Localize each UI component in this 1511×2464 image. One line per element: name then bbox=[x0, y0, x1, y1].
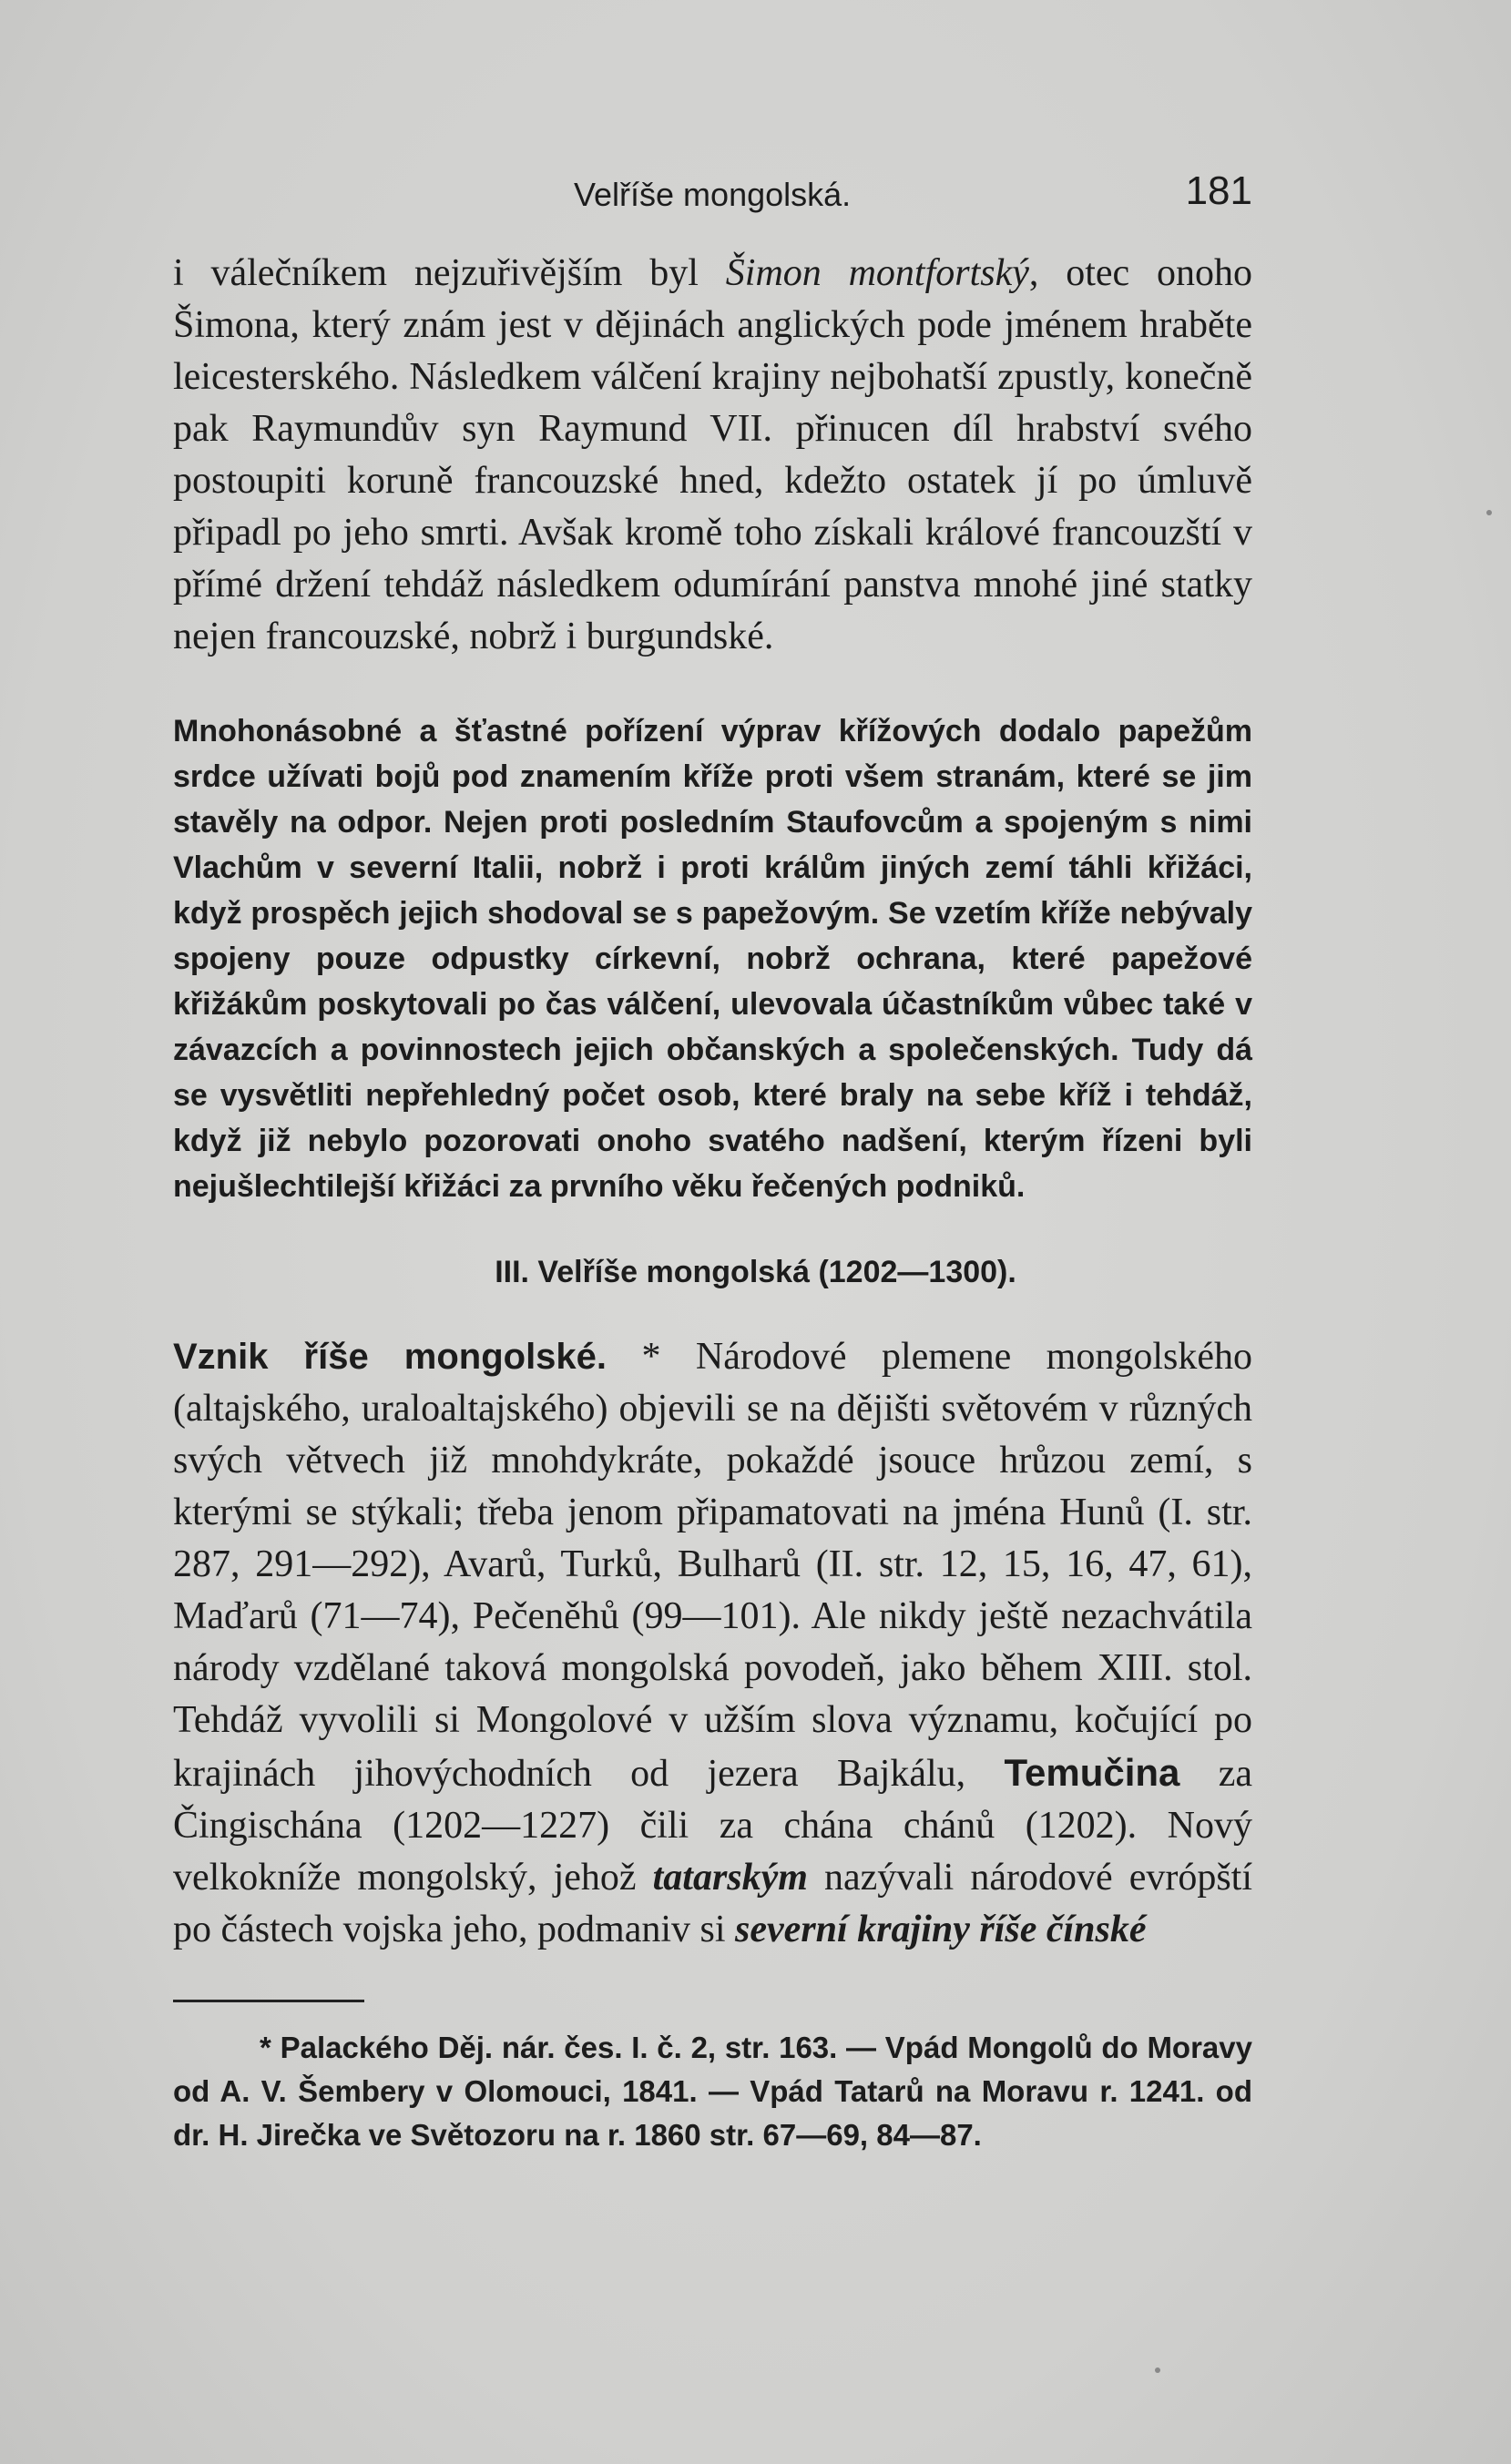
section-text-b: za Čingischána (1202—1227) čili za chána chánů (1202). Nový velkokníže mongolský, jehož bbox=[173, 1753, 1252, 1899]
footnote bbox=[173, 2026, 1252, 2157]
paragraph-1-text-a: i válečníkem nejzuřivějším byl bbox=[173, 252, 726, 294]
section-text-c: nazývali národové evrópští po částech vojska jeho, podmaniv si bbox=[173, 1857, 1252, 1950]
section-heading: III. Velříše mongolská (1202—1300). bbox=[495, 1255, 1016, 1289]
paragraph-2: Mnohonásobné a šťastné pořízení výprav křížových dodalo papežům srdce užívati bojů pod znamením kříže proti všem stranám, které se jim stavěly na odpor. Nejen proti posledním Staufovcům a spojeným s nimi Vlachům v severní Italii, nobrž i proti králům jiných zemí táhli křižáci, když prospěch jejich shodoval se s papežovým. Se vzetím kříže nebývaly spojeny pouze odpustky církevní, nobrž ochrana, které papežové křižákům poskytovali po čas válčení, ulevovala účastníkům vůbec také v závazcích a povinnostech jejich občanských a společenských. Tudy dá se vysvětliti nepřehledný počet osob, které braly na sebe kříž i tehdáž, když již nebylo pozorovati onoho svatého nadšení, kterým řízeni byli nejušlechtilejší křižáci za prvního věku řečených podniků. bbox=[173, 714, 1252, 1204]
term-tatarskym: tatarským bbox=[652, 1857, 808, 1899]
footnote-text: * Palackého Děj. nár. čes. I. č. 2, str. 163. — Vpád Mongolů do Moravy od A. V. Šembery v Olomouci, 1841. — Vpád Tatarů na Moravu r. 1241. od dr. H. Jirečka ve Světozoru na r. 1860 str. 67—69, 84—87. bbox=[173, 2031, 1252, 2152]
paper-speck bbox=[1486, 510, 1492, 515]
person-name-simon: Šimon montfortský bbox=[725, 252, 1029, 294]
section-paragraph bbox=[173, 1331, 1252, 1956]
paper-speck bbox=[1155, 2367, 1160, 2373]
page-header bbox=[173, 168, 1252, 223]
name-temucin: Temučina bbox=[1004, 1751, 1180, 1794]
run-in-heading: Vznik říše mongolské. bbox=[173, 1337, 607, 1377]
paragraph-1 bbox=[173, 248, 1252, 663]
section-text-a: Národové plemene mongolského (altajského, uraloaltajského) objevili se na dějišti světovém v různých svých větvech již mnohdykráte, pokaždé jsouce hrůzou zemí, s kterými se stýkali; třeba jenom připamatovati na jména Hunů (I. str. 287, 291—292), Avarů, Turků, Bulharů (II. str. 12, 15, 16, 47, 61), Maďarů (71—74), Pečeněhů (99—101). Ale nikdy ještě nezachvátila národy vzdělané taková mongolská povodeň, jako během XIII. stol. Tehdáž vyvolili si Mongolové v užším slova významu, kočující po krajinách jihovýchodních od jezera Bajkálu, bbox=[173, 1336, 1252, 1795]
paragraph-1-text-b: , otec onoho Šimona, který znám jest v dějinách anglických pode jménem hraběte leicesterského. Následkem válčení krajiny nejbohatší zpustly, konečně pak Raymundův syn Raymund VII. přinucen díl hrabství svého postoupiti koruně francouzské hned, kdežto ostatek jí po úmluvě připadl po jeho smrti. Avšak kromě toho získali králové francouzští v přímé držení tehdáž následkem odumírání panstva mnohé jiné statky nejen francouzské, nobrž i burgundské. bbox=[173, 252, 1253, 657]
page-number: 181 bbox=[1185, 168, 1252, 213]
running-title: Velříše mongolská. bbox=[574, 176, 852, 213]
term-severni-krajiny: severní krajiny říše čínské bbox=[735, 1909, 1147, 1950]
footnote-rule bbox=[173, 2000, 364, 2002]
footnote-marker: * bbox=[607, 1336, 696, 1378]
